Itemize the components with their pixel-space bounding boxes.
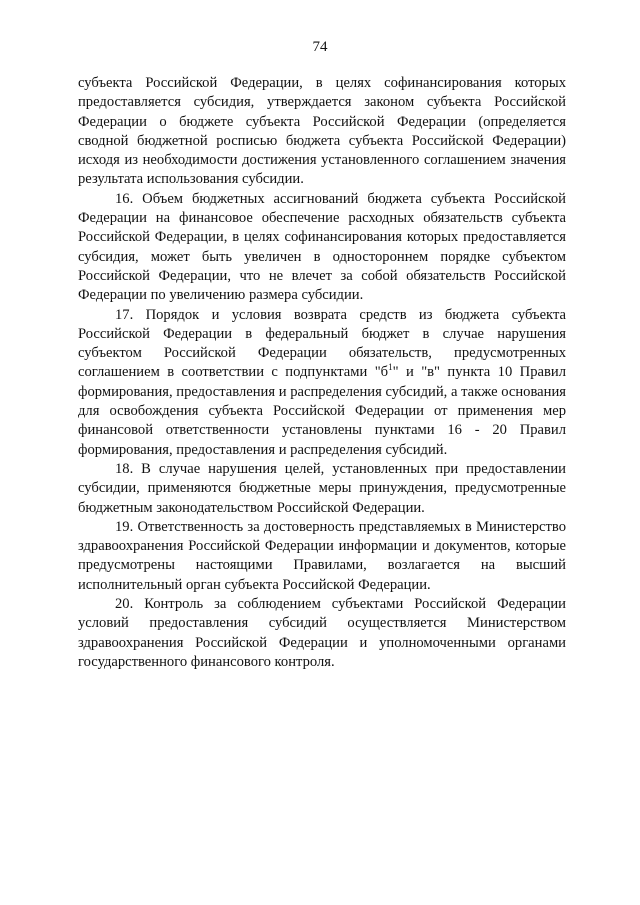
paragraph-16: 16. Объем бюджетных ассигнований бюджета субъекта Российской Федерации на финансовое обеспечение расходных обязательств субъекта Российской Федерации, в целях софинансирования которых предоставляется субсидия, может быть увеличен в одностороннем порядке субъектом Российской Федерации, что не влечет за собой обязательств Российской Федерации по увеличению размера субсидии. bbox=[78, 190, 566, 304]
page-number: 74 bbox=[312, 39, 328, 55]
paragraph-18: 18. В случае нарушения целей, установленных при предоставлении субсидии, применяются бюджетные меры принуждения, предусмотренные бюджетным законодательством Российской Федерации. bbox=[78, 460, 566, 516]
paragraph-17 bbox=[78, 306, 566, 460]
paragraph-continuation: субъекта Российской Федерации, в целях софинансирования которых предоставляется субсидия, утверждается законом субъекта Российской Федерации о бюджете субъекта Российской Федерации (определяется сводной бюджетной росписью бюджета субъекта Российской Федерации) исходя из необходимости достижения установленного соглашением значения результата использования субсидии. bbox=[78, 75, 566, 188]
paragraph-19: 19. Ответственность за достоверность представляемых в Министерство здравоохранения Российской Федерации информации и документов, которые предусмотрены настоящими Правилами, возлагается на высший исполнительный орган субъекта Российской Федерации. bbox=[78, 518, 566, 593]
paragraph-20: 20. Контроль за соблюдением субъектами Российской Федерации условий предоставления субсидий осуществляется Министерством здравоохранения Российской Федерации и уполномоченными органами государственного финансового контроля. bbox=[78, 596, 566, 670]
document-body bbox=[78, 74, 566, 672]
paragraph-17-text-before: 17. Порядок и условия возврата средств из бюджета субъекта Российской Федерации в федеральный бюджет в случае нарушения субъектом Российской Федерации обязательств, предусмотренных соглашением в соответствии с подпунктами "б bbox=[78, 306, 566, 381]
paragraph-17-superscript: 1 bbox=[388, 362, 393, 373]
paragraph-17-text-after: " и "в" пункта 10 Правил формирования, предоставления и распределения субсидий, а также основания для освобождения субъекта Российской Федерации от применения мер финансовой ответственности установлены пунктами 16 - 20 Правил формирования, предоставления и распределения субсидий. bbox=[78, 364, 566, 458]
